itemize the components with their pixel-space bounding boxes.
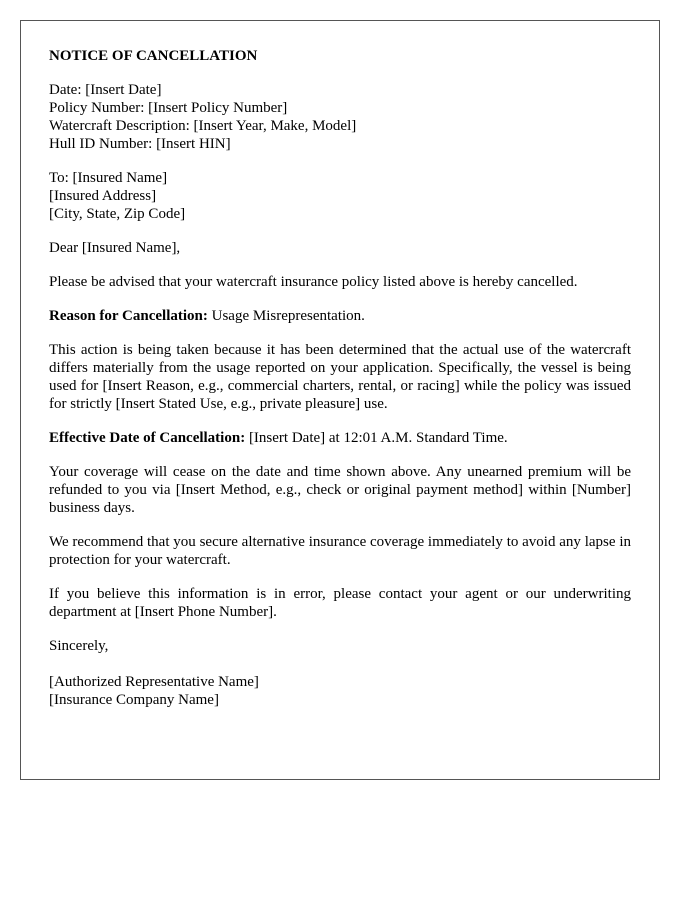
intro-paragraph: Please be advised that your watercraft insurance policy listed above is hereby cancelled. xyxy=(49,274,578,290)
effective-date-value: [Insert Date] at 12:01 A.M. Standard Time. xyxy=(245,430,508,446)
recipient-name: To: [Insured Name] xyxy=(49,170,168,186)
contact-paragraph: If you believe this information is in error, please contact your agent or our underwriting department at [Insert Phone Number]. xyxy=(49,586,631,620)
signature-block xyxy=(49,673,631,709)
policy-details xyxy=(49,81,631,153)
closing: Sincerely, xyxy=(49,638,109,654)
recommendation-paragraph: We recommend that you secure alternative insurance coverage immediately to avoid any lapse in protection for your watercraft. xyxy=(49,534,631,568)
salutation: Dear [Insured Name], xyxy=(49,240,181,256)
recipient-street: [Insured Address] xyxy=(49,188,157,204)
policy-number-line: Policy Number: [Insert Policy Number] xyxy=(49,100,288,116)
reason-label: Reason for Cancellation: xyxy=(49,308,208,324)
hull-id-line: Hull ID Number: [Insert HIN] xyxy=(49,136,231,152)
representative-name: [Authorized Representative Name] xyxy=(49,674,259,690)
letter-title: NOTICE OF CANCELLATION xyxy=(49,48,258,64)
watercraft-description-line: Watercraft Description: [Insert Year, Make, Model] xyxy=(49,118,357,134)
coverage-paragraph: Your coverage will cease on the date and time shown above. Any unearned premium will be refunded to you via [Insert Method, e.g., check or original payment method] within [Number] business days. xyxy=(49,464,631,516)
explanation-paragraph: This action is being taken because it has been determined that the actual use of the watercraft differs materially from the usage reported on your application. Specifically, the vessel is being used for [Insert Reason, e.g., commercial charters, rental, or racing] while the policy was issued for strictly [Insert Stated Use, e.g., private pleasure] use. xyxy=(49,342,631,412)
cancellation-letter xyxy=(20,20,660,780)
recipient-city: [City, State, Zip Code] xyxy=(49,206,186,222)
reason-paragraph xyxy=(49,307,631,325)
effective-date-label: Effective Date of Cancellation: xyxy=(49,430,246,446)
date-line: Date: [Insert Date] xyxy=(49,82,162,98)
effective-date-paragraph xyxy=(49,429,631,447)
reason-value: Usage Misrepresentation. xyxy=(207,308,365,324)
company-name: [Insurance Company Name] xyxy=(49,692,219,708)
recipient-address xyxy=(49,169,631,223)
